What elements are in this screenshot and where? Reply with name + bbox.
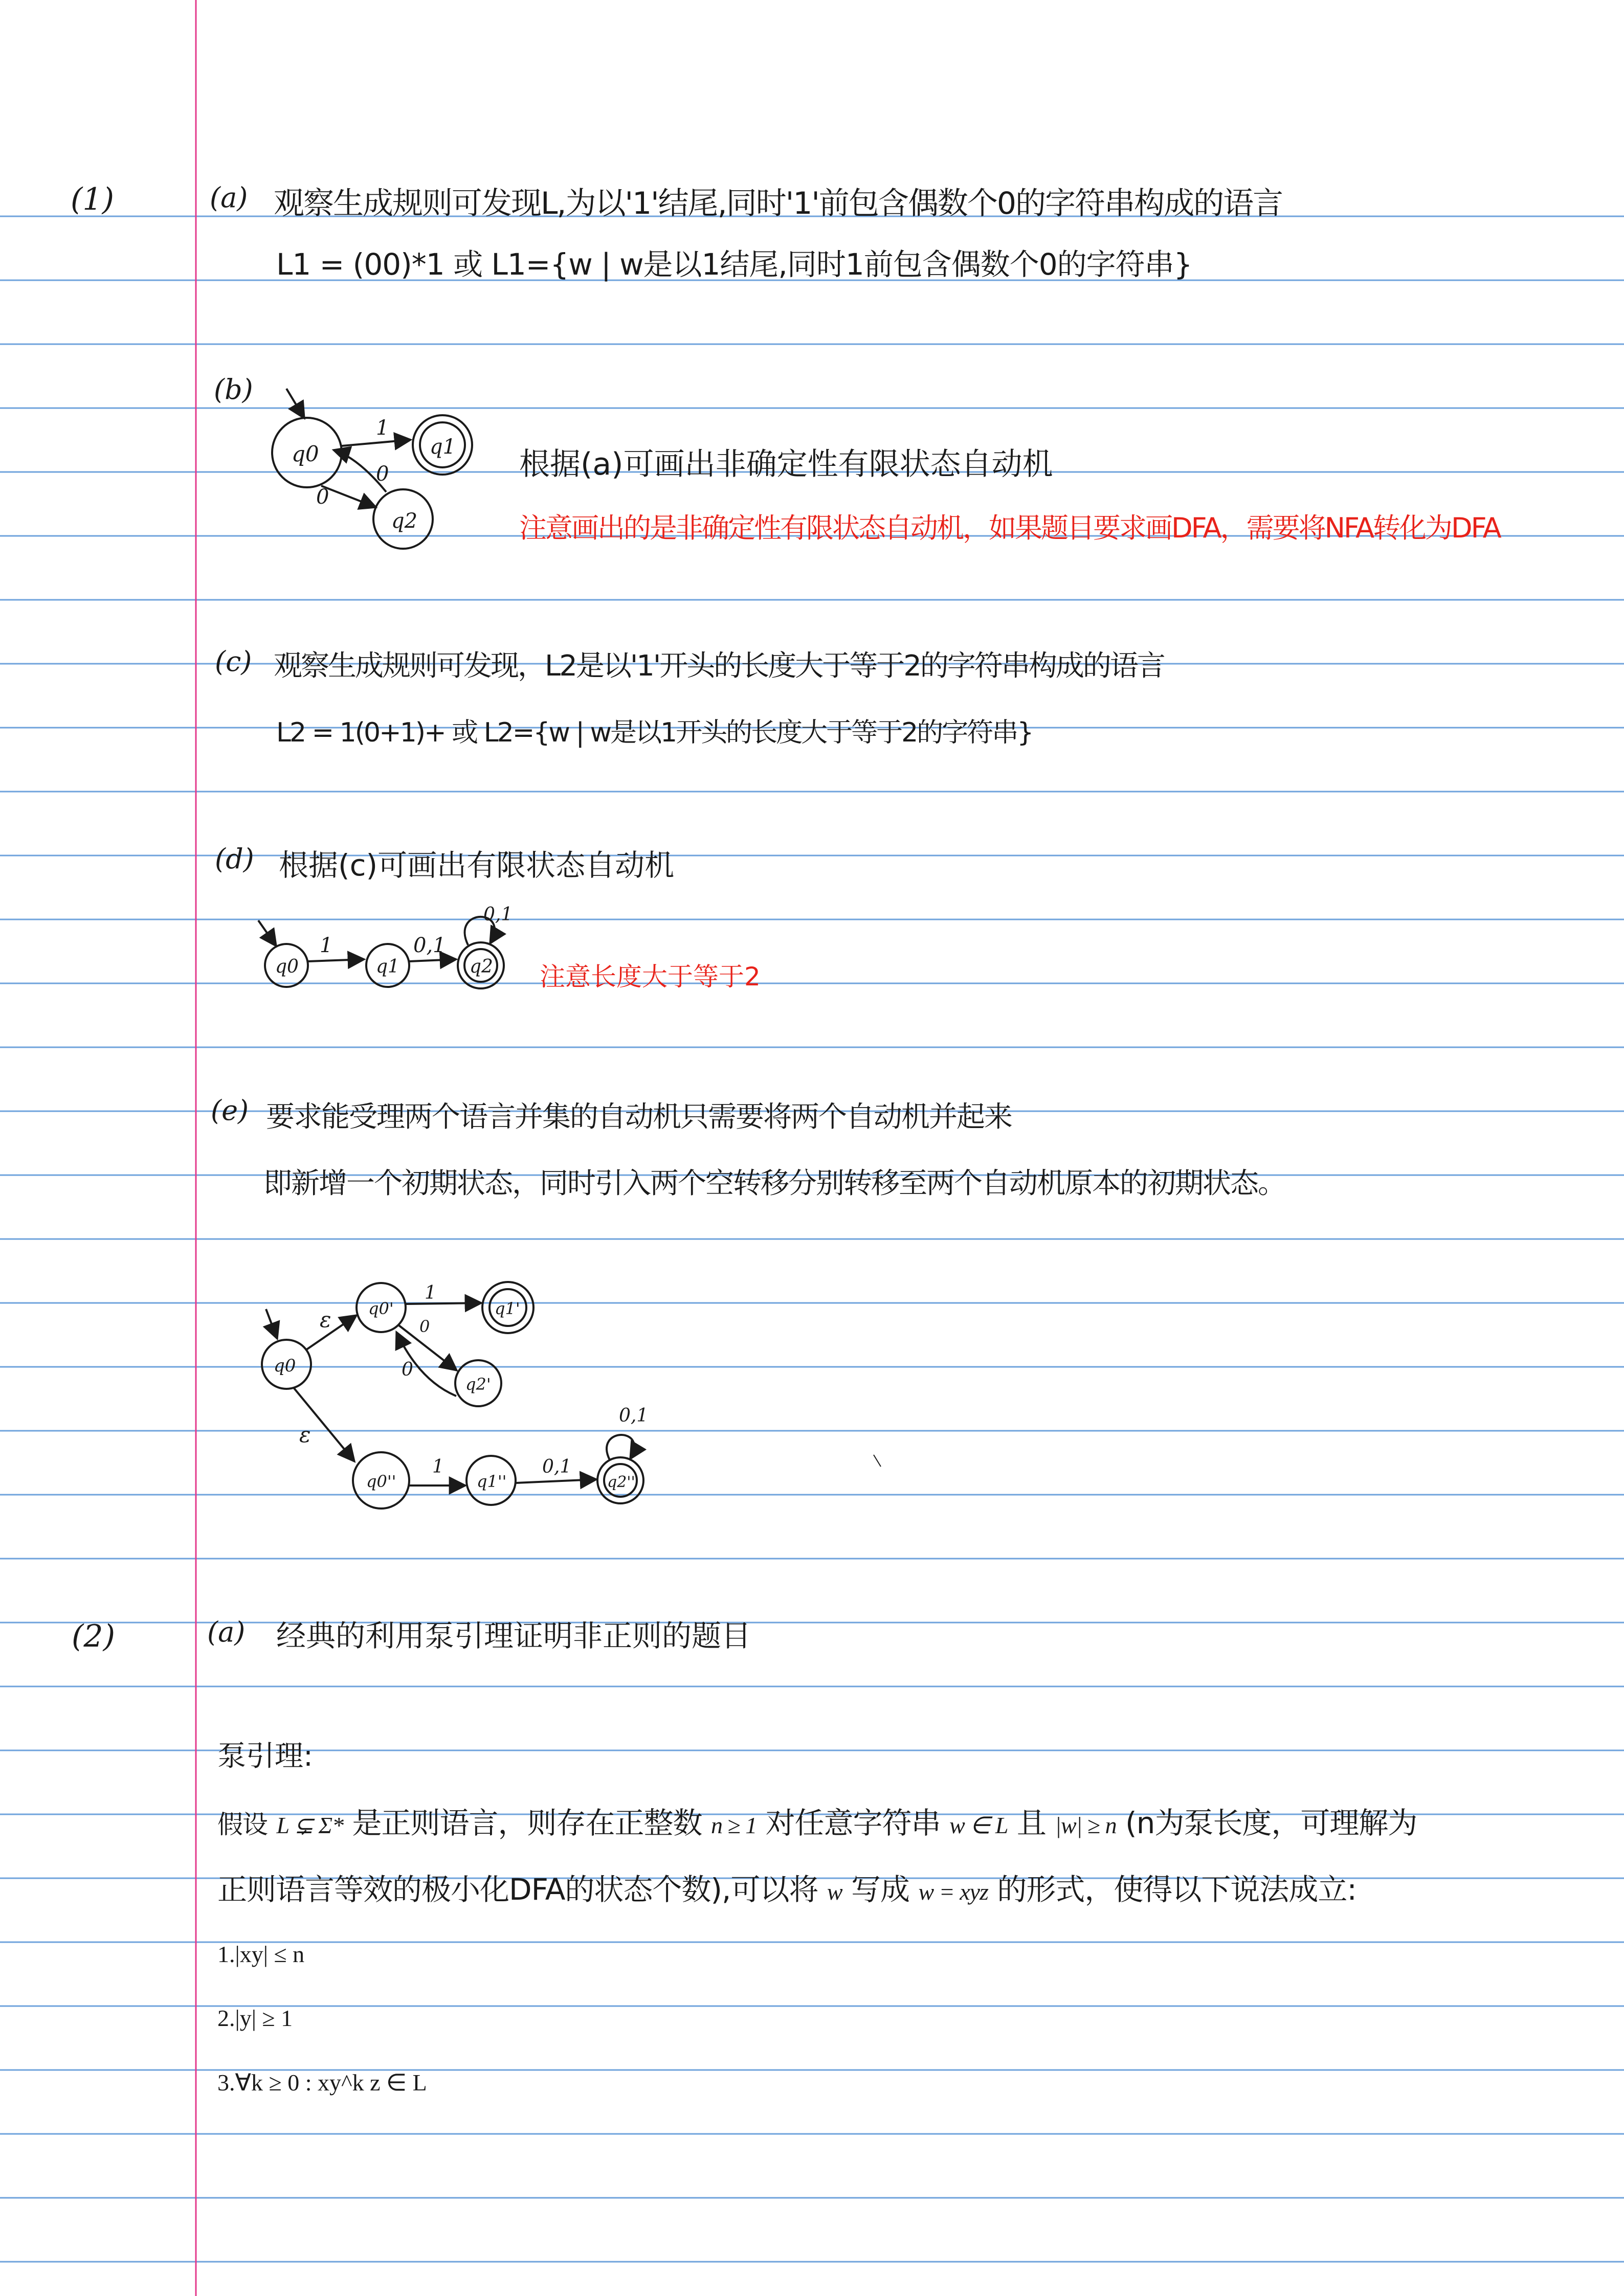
e-label-1b: 1 bbox=[432, 1456, 444, 1477]
q1e-line1: 要求能受理两个语言并集的自动机只需要将两个自动机并起来 bbox=[266, 1100, 1012, 1134]
q1d-note: 注意长度大于等于2 bbox=[540, 962, 761, 992]
lemma-p1c: 对任意字符串 bbox=[765, 1806, 941, 1840]
q2a-label: (a) bbox=[207, 1616, 246, 1648]
q1e-label: (e) bbox=[211, 1094, 249, 1127]
q1d-text: 根据(c)可画出有限状态自动机 bbox=[279, 848, 675, 883]
lemma-item-1: 1.|xy| ≤ n bbox=[217, 1941, 305, 1967]
lemma-paragraph-line2 bbox=[217, 1865, 1356, 1908]
e-label-eps1: ε bbox=[320, 1307, 331, 1332]
e-label-0a: 0 bbox=[419, 1317, 430, 1336]
d-q0-label: q0 bbox=[275, 956, 299, 977]
e-q2pp-label: q2'' bbox=[607, 1473, 635, 1491]
lemma-p1b: 是正则语言，则存在正整数 bbox=[352, 1806, 702, 1840]
e-q0p-label: q0' bbox=[368, 1299, 394, 1318]
d-label-01a: 0,1 bbox=[413, 934, 446, 957]
lemma-p2c: 的形式，使得以下说法成立: bbox=[997, 1872, 1356, 1907]
lemma-math-xyz: w = xyz bbox=[918, 1879, 988, 1905]
e-label-0b: 0 bbox=[402, 1359, 413, 1380]
b-q1-label: q1 bbox=[430, 435, 456, 459]
e-edge-q0p-q1p bbox=[406, 1303, 481, 1304]
e-label-1a: 1 bbox=[425, 1282, 436, 1303]
b-label-0a: 0 bbox=[316, 485, 329, 509]
e-label-eps2: ε bbox=[299, 1422, 311, 1447]
lemma-paragraph-line1 bbox=[217, 1799, 1417, 1842]
lemma-math-w: w ∈ L bbox=[949, 1812, 1008, 1838]
lemma-math-L: L ⊊ Σ* bbox=[276, 1812, 344, 1838]
e-q2p-label: q2' bbox=[465, 1375, 491, 1394]
e-edge-q2pp-self bbox=[607, 1435, 634, 1460]
q1c-line2: L2 = 1(0+1)+ 或 L2={w | w是以1开头的长度大于等于2的字符串} bbox=[276, 717, 1033, 748]
lemma-item-3: 3.∀k ≥ 0 : xy^k z ∈ L bbox=[217, 2069, 427, 2096]
e-q1pp-label: q1'' bbox=[477, 1472, 507, 1491]
q1c-line1: 观察生成规则可发现，L2是以'1'开头的长度大于等于2的字符串构成的语言 bbox=[274, 649, 1164, 683]
e-q0-label: q0 bbox=[274, 1356, 296, 1376]
lemma-title: 泵引理: bbox=[217, 1740, 313, 1773]
lemma-p2a: 正则语言等效的极小化DFA的状态个数),可以将 bbox=[217, 1872, 818, 1907]
q1c-label: (c) bbox=[215, 645, 252, 678]
lemma-math-w2: w bbox=[827, 1879, 842, 1905]
q1a-line2: L1 = (00)*1 或 L1={w | w是以1结尾,同时1前包含偶数个0的字符串} bbox=[276, 247, 1192, 282]
d-q1-label: q1 bbox=[376, 956, 399, 977]
e-label-01a: 0,1 bbox=[542, 1456, 572, 1477]
b-label-0b: 0 bbox=[376, 462, 389, 486]
q1d-label: (d) bbox=[215, 843, 254, 875]
e-start-arrow bbox=[266, 1309, 277, 1339]
lemma-p1a: 假设 bbox=[217, 1810, 268, 1839]
q1b-text: 根据(a)可画出非确定性有限状态自动机 bbox=[519, 446, 1053, 482]
lemma-p2b: 写成 bbox=[851, 1872, 910, 1907]
q1a-label: (a) bbox=[210, 182, 248, 214]
b-q0-label: q0 bbox=[292, 441, 319, 466]
e-edge-q1pp-q2pp bbox=[516, 1479, 596, 1483]
e-label-01b: 0,1 bbox=[619, 1405, 649, 1426]
q1b-label: (b) bbox=[214, 373, 253, 406]
lemma-p1d: 且 bbox=[1016, 1806, 1046, 1840]
lemma-p1e: (n为泵长度，可理解为 bbox=[1125, 1806, 1417, 1840]
b-q2-label: q2 bbox=[391, 509, 418, 533]
e-q0pp-label: q0'' bbox=[366, 1472, 396, 1491]
b-label-1: 1 bbox=[376, 416, 389, 440]
question-2-number: (2) bbox=[72, 1618, 115, 1654]
lemma-math-wlen: |w| ≥ n bbox=[1055, 1812, 1117, 1838]
q1a-line1: 观察生成规则可发现L,为以'1'结尾,同时'1'前包含偶数个0的字符串构成的语言 bbox=[274, 186, 1283, 221]
d-label-01b: 0,1 bbox=[483, 904, 513, 925]
lemma-math-n: n ≥ 1 bbox=[710, 1812, 757, 1838]
d-q2-label: q2 bbox=[470, 956, 493, 977]
question-1-number: (1) bbox=[71, 182, 114, 217]
e-q1p-label: q1' bbox=[495, 1299, 520, 1318]
d-label-1: 1 bbox=[320, 934, 333, 957]
lemma-item-2: 2.|y| ≥ 1 bbox=[217, 2005, 293, 2031]
q1b-note: 注意画出的是非确定性有限状态自动机，如果题目要求画DFA，需要将NFA转化为DFA bbox=[519, 512, 1500, 544]
q2a-text: 经典的利用泵引理证明非正则的题目 bbox=[276, 1618, 751, 1653]
q1e-line2: 即新增一个初期状态，同时引入两个空转移分别转移至两个自动机原本的初期状态。 bbox=[263, 1167, 1285, 1200]
